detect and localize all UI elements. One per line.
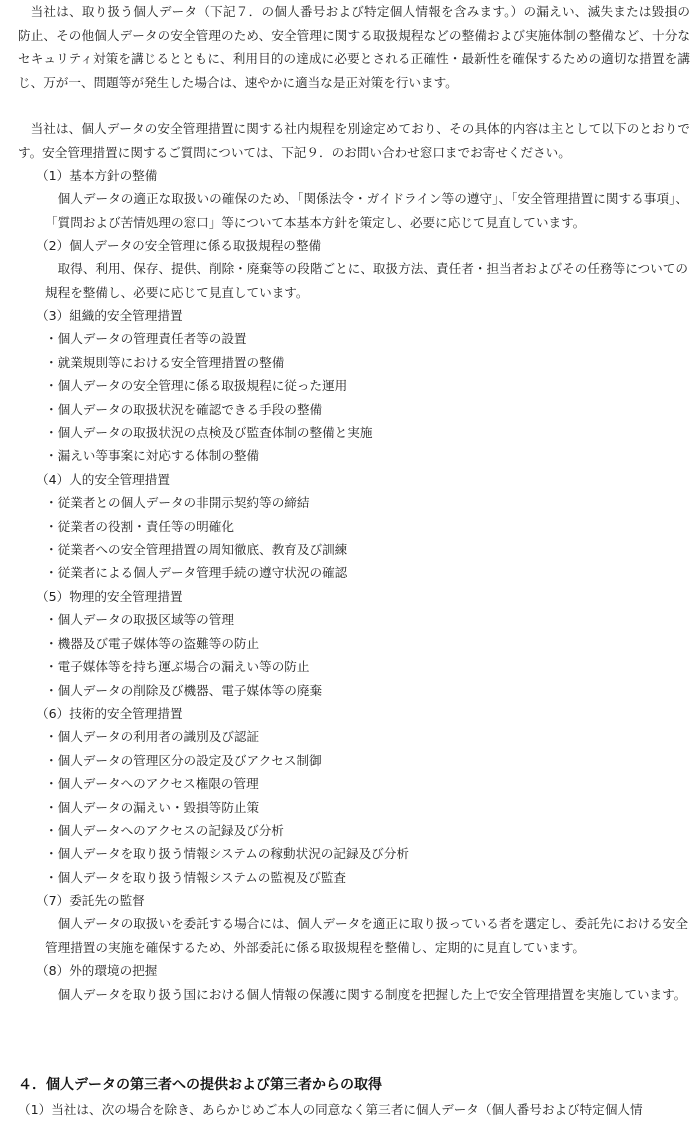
intro-paragraph-2: 当社は、個人データの安全管理措置に関する社内規程を別途定めており、その具体的内容は主として以下のとおりです。安全管理措置に関するご質問については、下記９．のお問い合わせ窓口までお寄せください。 (18, 121, 690, 160)
measure-4-item: ・従業者への安全管理措置の周知徹底、教育及び訓練 (45, 542, 348, 557)
measure-6-item: ・個人データの利用者の識別及び認証 (45, 729, 260, 744)
measure-5-item: ・機器及び電子媒体等の盗難等の防止 (45, 636, 260, 651)
measure-3-item: ・漏えい等事案に対応する体制の整備 (45, 448, 260, 463)
measure-3-item: ・個人データの取扱状況を確認できる手段の整備 (45, 402, 323, 417)
measure-6-heading: （6）技術的安全管理措置 (36, 706, 183, 721)
measure-3-item: ・個人データの安全管理に係る取扱規程に従った運用 (45, 378, 348, 393)
measure-5-heading: （5）物理的安全管理措置 (36, 589, 183, 604)
measure-4-item: ・従業者の役割・責任等の明確化 (45, 519, 234, 534)
measure-5-item: ・個人データの取扱区域等の管理 (45, 612, 234, 627)
measure-1-heading: （1）基本方針の整備 (36, 168, 158, 183)
measure-7-heading: （7）委託先の監督 (36, 893, 145, 908)
measure-1-body: 個人データの適正な取扱いの確保のため、「関係法令・ガイドライン等の遵守」、「安全管理措置に関する事項」、「質問および苦情処理の窓口」等について本基本方針を策定し、必要に応じて見直しています。 (45, 191, 688, 230)
measure-5-item: ・個人データの削除及び機器、電子媒体等の廃棄 (45, 683, 323, 698)
section-4-line-1: （1）当社は、次の場合を除き、あらかじめご本人の同意なく第三者に個人データ（個人番号および特定個人情 (18, 1102, 643, 1117)
measure-4-item: ・従業者による個人データ管理手続の遵守状況の確認 (45, 565, 348, 580)
measure-3-item: ・個人データの管理責任者等の設置 (45, 331, 247, 346)
measure-6-item: ・個人データを取り扱う情報システムの監視及び監査 (45, 870, 346, 885)
measure-4-heading: （4）人的安全管理措置 (36, 472, 170, 487)
measure-2-body: 取得、利用、保存、提供、削除・廃棄等の段階ごとに、取扱方法、責任者・担当者およびその任務等についての規程を整備し、必要に応じて見直しています。 (45, 261, 688, 300)
section-4-title: ４．個人データの第三者への提供および第三者からの取得 (18, 1077, 382, 1093)
measure-2-heading: （2）個人データの安全管理に係る取扱規程の整備 (36, 238, 322, 253)
measure-8-heading: （8）外的環境の把握 (36, 963, 158, 978)
measure-3-heading: （3）組織的安全管理措置 (36, 308, 183, 323)
measure-5-item: ・電子媒体等を持ち運ぶ場合の漏えい等の防止 (45, 659, 310, 674)
measure-6-item: ・個人データの漏えい・毀損等防止策 (45, 800, 260, 815)
measure-6-item: ・個人データへのアクセス権限の管理 (45, 776, 259, 791)
measure-3-item: ・個人データの取扱状況の点検及び監査体制の整備と実施 (45, 425, 373, 440)
measure-3-item: ・就業規則等における安全管理措置の整備 (45, 355, 285, 370)
measure-6-item: ・個人データの管理区分の設定及びアクセス制御 (45, 753, 322, 768)
measure-6-item: ・個人データを取り扱う情報システムの稼動状況の記録及び分析 (45, 846, 409, 861)
measure-6-item: ・個人データへのアクセスの記録及び分析 (45, 823, 284, 838)
measure-4-item: ・従業者との個人データの非開示契約等の締結 (45, 495, 310, 510)
measure-7-body: 個人データの取扱いを委託する場合には、個人データを適正に取り扱っている者を選定し、委託先における安全管理措置の実施を確保するため、外部委託に係る取扱規程を整備し、定期的に見直しています。 (45, 916, 688, 955)
intro-paragraph-1: 当社は、取り扱う個人データ（下記７．の個人番号および特定個人情報を含みます。）の漏えい、滅失または毀損の防止、その他個人データの安全管理のため、安全管理に関する取扱規程などの整備および実施体制の整備など、十分なセキュリティ対策を講じるとともに、利用目的の達成に必要とされる正確性・最新性を確保するための適切な措置を講じ、万が一、問題等が発生した場合は、速やかに適当な是正対策を行います。 (18, 4, 690, 90)
measure-8-body: 個人データを取り扱う国における個人情報の保護に関する制度を把握した上で安全管理措置を実施しています。 (57, 987, 687, 1002)
